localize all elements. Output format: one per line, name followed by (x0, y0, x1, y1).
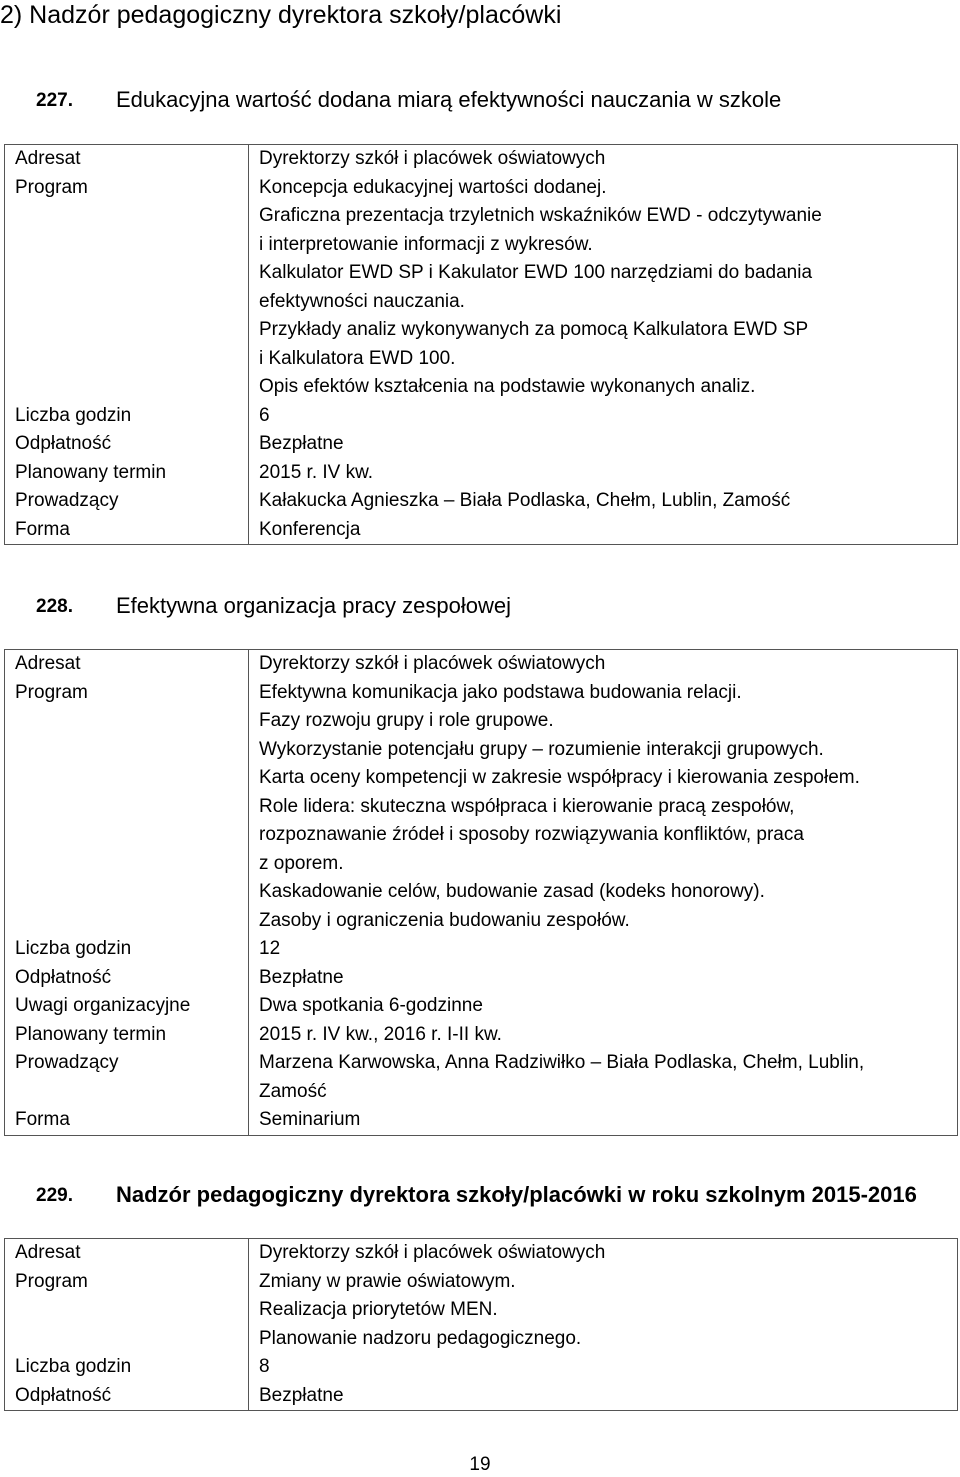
row-label: Planowany termin (15, 1023, 167, 1045)
row-label: Forma (15, 1109, 70, 1130)
value-line: Bezpłatne (259, 966, 344, 988)
row-value (248, 145, 957, 174)
value-line: z oporem. (259, 852, 344, 874)
value-line: Bezpłatne (259, 433, 344, 454)
row-label: Forma (15, 518, 70, 540)
value-line: 2015 r. IV kw. (259, 461, 374, 483)
row-label: Program (15, 681, 88, 703)
value-line: Koncepcja edukacyjnej wartości dodanej. (259, 176, 607, 198)
value-line: Konferencja (259, 518, 361, 540)
table-row (5, 174, 957, 402)
value-line: Opis efektów kształcenia na podstawie wykonanych analiz. (259, 376, 756, 397)
row-label: Odpłatność (15, 966, 112, 988)
table-row (5, 487, 957, 516)
value-line: Kalkulator EWD SP i Kakulator EWD 100 narzędziami do badania (259, 262, 813, 283)
value-line: Zmiany w prawie oświatowym. (259, 1270, 516, 1292)
table-row (5, 430, 957, 459)
table-row (5, 1106, 957, 1135)
value-line: 12 (259, 938, 281, 959)
value-line: Kałakucka Agnieszka – Biała Podlaska, Chełm, Lublin, Zamość (259, 490, 791, 511)
section-number: 228. (36, 596, 73, 617)
course-table (4, 144, 958, 545)
value-line: Dyrektorzy szkół i placówek oświatowych (259, 1242, 606, 1263)
row-value (248, 1239, 957, 1268)
table-row (5, 1239, 957, 1268)
table-row (5, 1382, 957, 1411)
value-line: Role lidera: skuteczna współpraca i kierowanie pracą zespołów, (259, 795, 795, 817)
row-value (248, 430, 957, 459)
section-title: Efektywna organizacja pracy zespołowej (116, 593, 511, 618)
value-line: 8 (259, 1356, 270, 1377)
table-row (5, 402, 957, 431)
page-number: 19 (469, 1454, 491, 1475)
value-line: Kaskadowanie celów, budowanie zasad (kodeks honorowy). (259, 881, 765, 902)
row-value (248, 1382, 957, 1411)
value-line: i Kalkulatora EWD 100. (259, 347, 456, 369)
page-title: 2) Nadzór pedagogiczny dyrektora szkoły/placówki (0, 1, 562, 29)
value-line: Dyrektorzy szkół i placówek oświatowych (259, 653, 606, 674)
value-line: 6 (259, 404, 270, 426)
table-row (5, 679, 957, 936)
table-row (5, 964, 957, 993)
table-row (5, 935, 957, 964)
value-line: Dwa spotkania 6-godzinne (259, 995, 483, 1016)
table-row (5, 1268, 957, 1354)
row-label: Prowadzący (15, 1052, 119, 1073)
row-label: Odpłatność (15, 1384, 112, 1406)
row-value (248, 935, 957, 964)
row-label: Program (15, 1270, 88, 1292)
course-table (4, 1238, 958, 1411)
value-line: Dyrektorzy szkół i placówek oświatowych (259, 148, 606, 169)
value-line: Fazy rozwoju grupy i role grupowe. (259, 710, 554, 731)
value-line: Efektywna komunikacja jako podstawa budowania relacji. (259, 681, 742, 703)
row-label: Adresat (15, 1242, 81, 1263)
table-row (5, 459, 957, 488)
value-line: i interpretowanie informacji z wykresów. (259, 233, 593, 255)
value-line: 2015 r. IV kw., 2016 r. I-II kw. (259, 1023, 502, 1045)
section-number: 227. (36, 90, 73, 111)
row-value (248, 679, 957, 936)
value-line: Zasoby i ograniczenia budowaniu zespołów. (259, 909, 630, 931)
row-value (248, 1353, 957, 1382)
row-label: Program (15, 176, 88, 198)
section-heading (0, 86, 960, 116)
row-label: Odpłatność (15, 433, 112, 454)
row-label: Liczba godzin (15, 1356, 132, 1377)
table-row (5, 1353, 957, 1382)
row-label: Adresat (15, 148, 81, 169)
row-label: Adresat (15, 653, 81, 674)
value-line: Realizacja priorytetów MEN. (259, 1299, 498, 1320)
value-line: Bezpłatne (259, 1384, 344, 1406)
row-label: Liczba godzin (15, 938, 132, 959)
section-heading (0, 592, 960, 622)
value-line: Przykłady analiz wykonywanych za pomocą Kalkulatora EWD SP (259, 319, 809, 340)
value-line: Marzena Karwowska, Anna Radziwiłko – Biała Podlaska, Chełm, Lublin, (259, 1052, 865, 1073)
row-label: Prowadzący (15, 490, 119, 511)
value-line: Wykorzystanie potencjału grupy – rozumienie interakcji grupowych. (259, 738, 824, 760)
table-row (5, 145, 957, 174)
row-value (248, 1049, 957, 1106)
course-table (4, 649, 958, 1136)
row-value (248, 992, 957, 1021)
section-heading (0, 1181, 960, 1211)
table-row (5, 1021, 957, 1050)
section-title: Edukacyjna wartość dodana miarą efektywności nauczania w szkole (116, 87, 782, 112)
row-value (248, 964, 957, 993)
row-value (248, 1268, 957, 1354)
row-value (248, 516, 957, 545)
table-row (5, 992, 957, 1021)
row-value (248, 1106, 957, 1135)
value-line: rozpoznawanie źródeł i sposoby rozwiązywania konfliktów, praca (259, 824, 804, 845)
value-line: Karta oceny kompetencji w zakresie współpracy i kierowania zespołem. (259, 767, 860, 788)
section-title: Nadzór pedagogiczny dyrektora szkoły/placówki w roku szkolnym 2015-2016 (116, 1182, 917, 1207)
row-value (248, 174, 957, 402)
section-number: 229. (36, 1185, 73, 1206)
table-row (5, 650, 957, 679)
table-row (5, 516, 957, 545)
value-line: Planowanie nadzoru pedagogicznego. (259, 1327, 582, 1349)
row-value (248, 1021, 957, 1050)
row-value (248, 487, 957, 516)
row-label: Planowany termin (15, 461, 167, 483)
row-value (248, 459, 957, 488)
value-line: Graficzna prezentacja trzyletnich wskaźników EWD - odczytywanie (259, 205, 822, 226)
row-value (248, 402, 957, 431)
value-line: Zamość (259, 1080, 327, 1102)
row-label: Uwagi organizacyjne (15, 995, 191, 1016)
table-row (5, 1049, 957, 1106)
row-value (248, 650, 957, 679)
row-label: Liczba godzin (15, 404, 132, 426)
value-line: efektywności nauczania. (259, 290, 465, 312)
value-line: Seminarium (259, 1109, 361, 1130)
